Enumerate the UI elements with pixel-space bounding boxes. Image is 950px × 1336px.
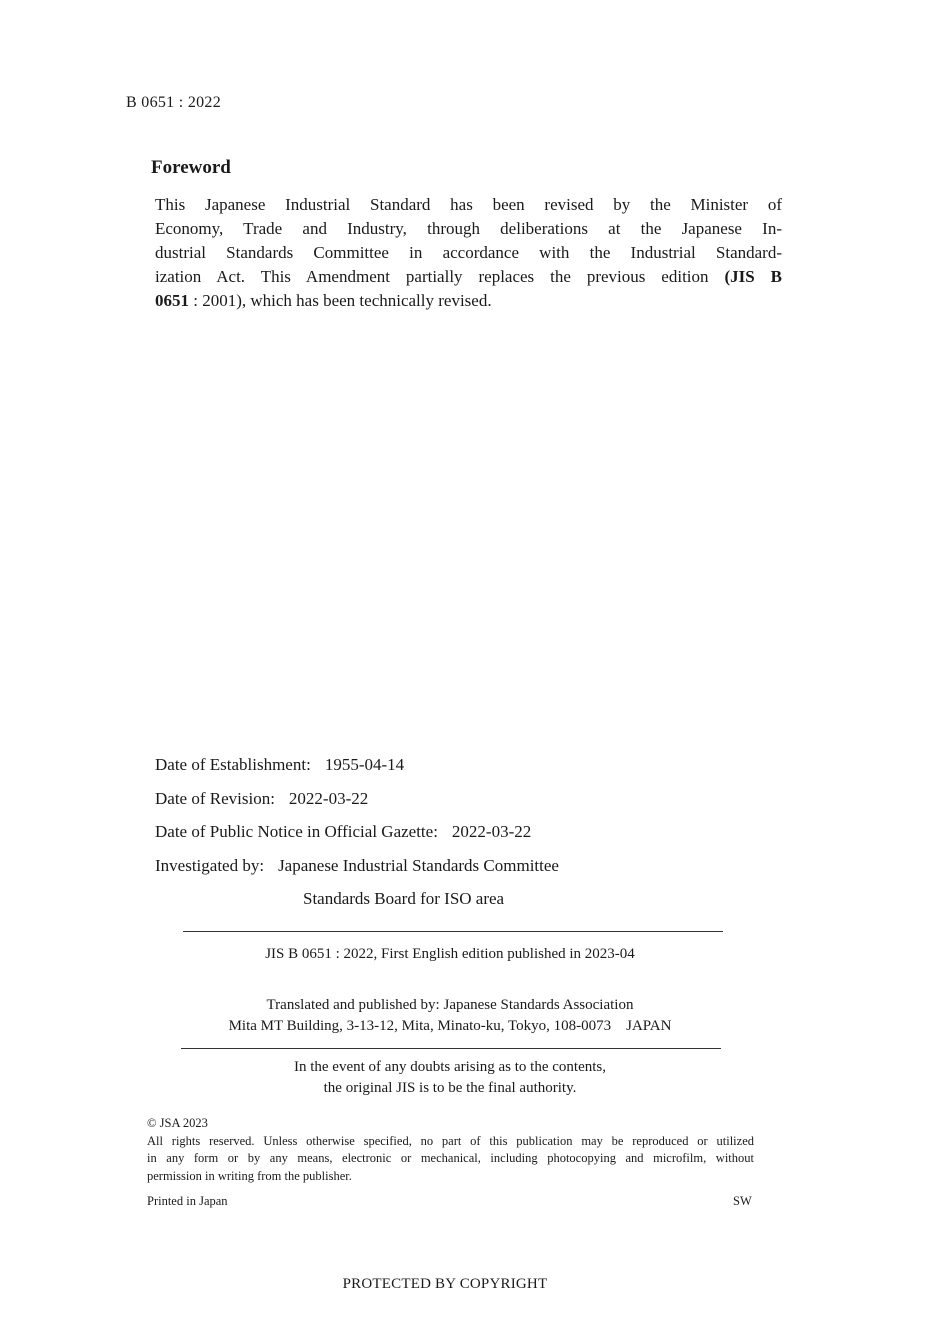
copyright-text: in any form or by any means, electronic or mechanical, including photocopying and microfilm, without xyxy=(147,1151,754,1165)
investigated-value: Japanese Industrial Standards Committee xyxy=(278,855,559,875)
foreword-body xyxy=(155,193,782,313)
edition-statement: JIS B 0651 : 2022, First English edition published in 2023-04 xyxy=(265,946,635,962)
public-notice-label: Date of Public Notice in Official Gazette: xyxy=(155,822,438,841)
foreword-line: This Japanese Industrial Standard has been revised by the Minister of xyxy=(155,195,782,214)
foreword-line xyxy=(155,289,782,313)
investigated-row xyxy=(155,855,559,889)
authority-notice xyxy=(150,1057,750,1099)
authority-line-1: In the event of any doubts arising as to the contents, xyxy=(293,1059,606,1075)
foreword-line-text: ization Act. This Amendment partially replaces the previous edition xyxy=(155,267,725,286)
previous-edition-ref-number: 0651 xyxy=(155,291,189,310)
publisher-block xyxy=(150,995,750,1037)
printer-code: SW xyxy=(733,1194,752,1208)
establishment-row xyxy=(155,754,559,788)
copyright-block xyxy=(147,1115,754,1185)
investigated-value-2: Standards Board for ISO area xyxy=(303,889,505,908)
foreword-line: dustrial Standards Committee in accordance with the Industrial Standard- xyxy=(155,243,782,262)
foreword-line: Economy, Trade and Industry, through deliberations at the Japanese In- xyxy=(155,219,782,238)
public-notice-value: 2022-03-22 xyxy=(451,822,532,841)
authority-line-2: the original JIS is to be the final authority. xyxy=(323,1080,577,1096)
divider xyxy=(181,1048,721,1049)
copyright-text: permission in writing from the publisher. xyxy=(147,1168,352,1183)
foreword-title: Foreword xyxy=(151,157,231,178)
previous-edition-ref: (JIS B xyxy=(724,267,782,286)
publisher-address: Mita MT Building, 3-13-12, Mita, Minato-ku, Tokyo, 108-0073 JAPAN xyxy=(228,1018,672,1034)
copyright-footer: PROTECTED BY COPYRIGHT xyxy=(342,1276,548,1292)
divider xyxy=(183,931,723,932)
copyright-holder: © JSA 2023 xyxy=(147,1116,208,1130)
revision-label: Date of Revision: xyxy=(155,788,275,808)
printed-in: Printed in Japan xyxy=(147,1194,228,1208)
publisher-name: Translated and published by: Japanese Standards Association xyxy=(266,997,634,1013)
investigated-label: Investigated by: xyxy=(155,855,265,875)
establishment-value: 1955-04-14 xyxy=(324,755,405,774)
foreword-line xyxy=(155,265,782,289)
copyright-text: All rights reserved. Unless otherwise specified, no part of this publication may be reproduced or utilized xyxy=(147,1133,754,1148)
page-header-doc-number: B 0651 : 2022 xyxy=(126,94,222,111)
revision-value: 2022-03-22 xyxy=(288,788,369,808)
dates-block xyxy=(155,754,559,922)
foreword-line-text: : 2001), which has been technically revised. xyxy=(189,291,492,310)
public-notice-row xyxy=(155,821,559,855)
revision-row xyxy=(155,788,559,822)
establishment-label: Date of Establishment: xyxy=(155,755,311,774)
investigated-row-2 xyxy=(155,888,559,922)
